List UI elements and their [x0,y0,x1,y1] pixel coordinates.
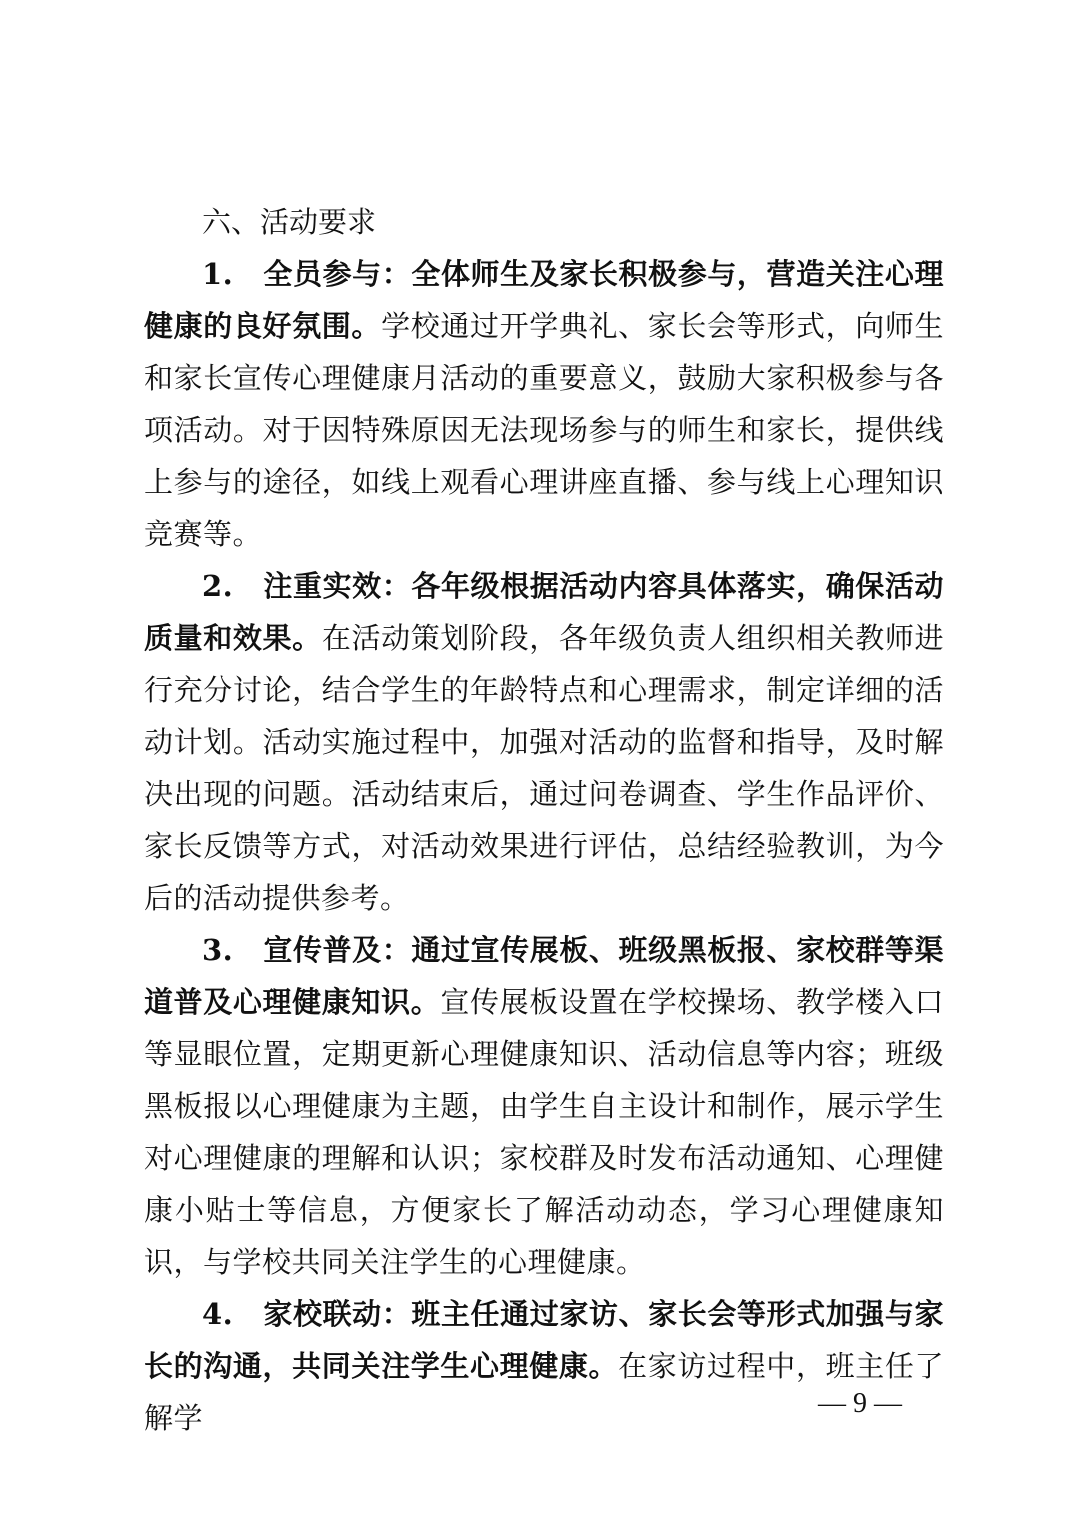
document-body [144,196,944,1444]
section-heading: 六、活动要求 [202,205,377,239]
paragraph-lead: 宣传普及：通过宣传展板、班级黑板报、家校群等渠道普及心理健康知识。 [144,933,944,1019]
page-number: — 9 — [818,1388,902,1419]
paragraph-body: 宣传展板设置在学校操场、教学楼入口等显眼位置，定期更新心理健康知识、活动信息等内容；班级黑板报以心理健康为主题，由学生自主设计和制作，展示学生对心理健康的理解和认识；家校群及时发布活动通知、心理健康小贴士等信息，方便家长了解活动动态，学习心理健康知识，与学校共同关注学生的心理健康。 [144,985,944,1279]
paragraph-body: 在家访过程中，班主任了解学 [144,1349,944,1435]
paragraph-body: 学校通过开学典礼、家长会等形式，向师生和家长宣传心理健康月活动的重要意义，鼓励大家积极参与各项活动。对于因特殊原因无法现场参与的师生和家长，提供线上参与的途径，如线上观看心理讲座直播、参与线上心理知识竞赛等。 [144,309,944,551]
paragraph-lead: 全员参与：全体师生及家长积极参与，营造关注心理健康的良好氛围。 [144,257,944,343]
requirement-paragraph-3 [144,924,944,1288]
paragraph-number: 4. [202,1297,234,1331]
paragraph-number: 2. [202,569,234,603]
requirement-paragraph-1 [144,248,944,560]
paragraph-number: 3. [202,933,234,967]
paragraph-lead: 家校联动：班主任通过家访、家长会等形式加强与家长的沟通，共同关注学生心理健康。 [144,1297,944,1383]
requirement-paragraph-2 [144,560,944,924]
paragraph-body: 在活动策划阶段，各年级负责人组织相关教师进行充分讨论，结合学生的年龄特点和心理需求，制定详细的活动计划。活动实施过程中，加强对活动的监督和指导，及时解决出现的问题。活动结束后，通过问卷调查、学生作品评价、家长反馈等方式，对活动效果进行评估，总结经验教训，为今后的活动提供参考。 [144,621,944,915]
paragraph-lead: 注重实效：各年级根据活动内容具体落实，确保活动质量和效果。 [144,569,944,655]
paragraph-number: 1. [202,257,234,291]
